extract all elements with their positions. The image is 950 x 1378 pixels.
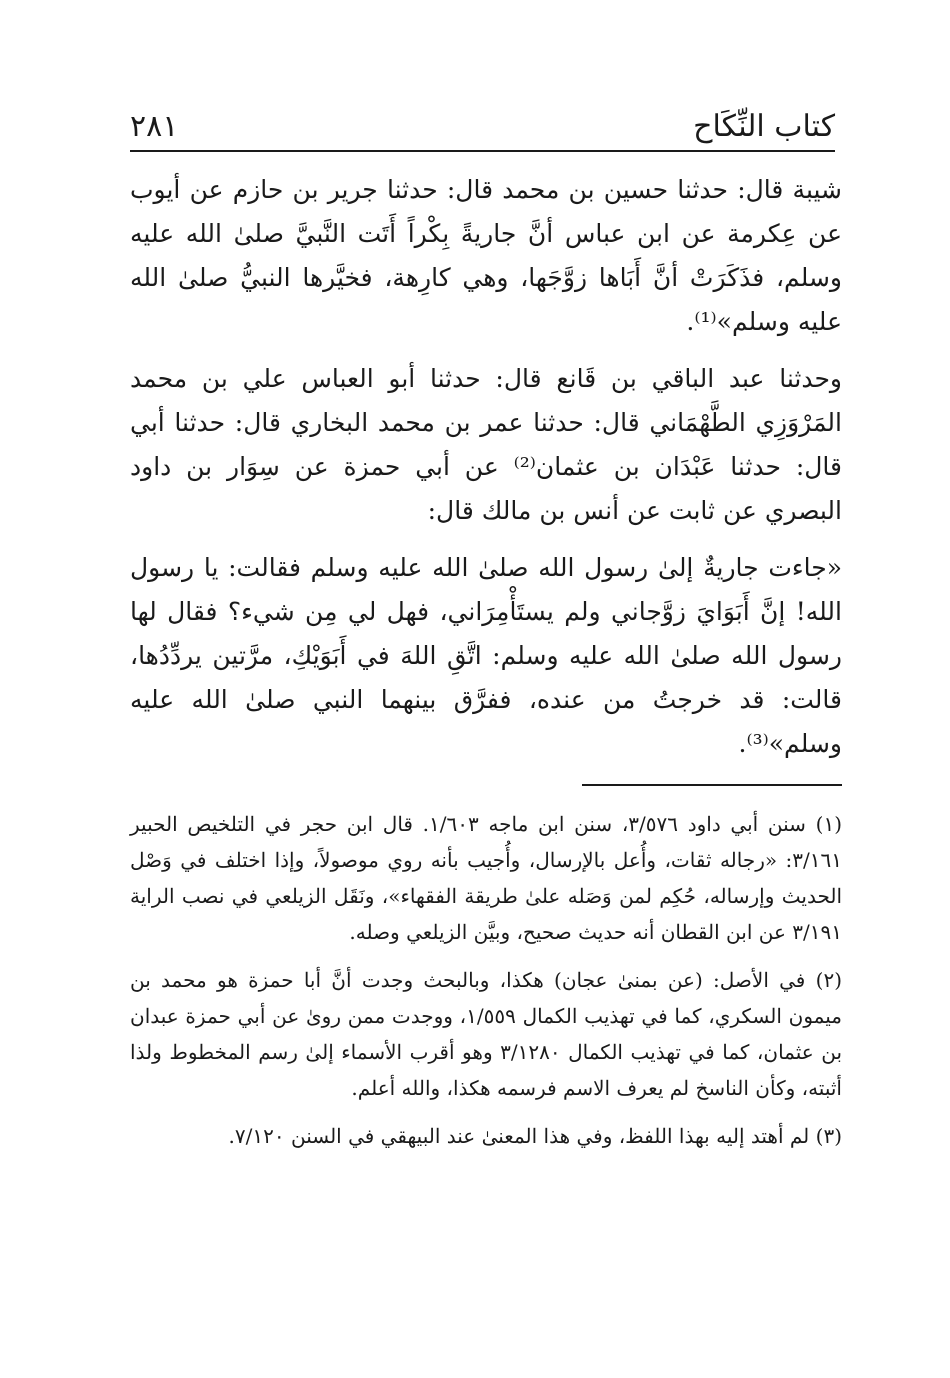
footnote: (٢) في الأصل: (عن بمنىٰ عجان) هكذا، وبالبحث وجدت أنَّ أبا حمزة هو محمد بن ميمون السكري، كما في تهذيب الكمال ١/٥٥٩، ووجدت ممن روىٰ عن أبي حمزة عبدان بن عثمان، كما في تهذيب الكمال ٣/١٢٨٠ وهو أقرب الأسماء إلىٰ رسم المخطوط ولذا أثبته، وكأن الناسخ لم يعرف الاسم فرسمه هكذا، والله أعلم. bbox=[130, 968, 843, 1100]
footnote: (١) سنن أبي داود ٣/٥٧٦، سنن ابن ماجه ١/٦٠٣. قال ابن حجر في التلخيص الحبير ٣/١٦١: «رجاله ثقات، وأُعل بالإرسال، وأُجيب بأنه روي موصولاً، وإذا اختلف في وَصْل الحديث وإرساله، حُكِم لمن وَصَله علىٰ طريقة الفقهاء»، ونَقَل الزيلعي في نصب الراية ٣/١٩١ عن ابن القطان أنه حديث صحيح، وبيَّن الزيلعي وصله. bbox=[130, 812, 842, 944]
paragraph: شيبة قال: حدثنا حسين بن محمد قال: حدثنا جرير بن حازم عن أيوب عن عِكرمة عن ابن عباس أنَّ جاريةً بِكْراً أَتَت النَّبيَّ صلىٰ الله عليه وسلم، فذَكَرَتْ أنَّ أَبَاها زوَّجَها، وهي كارِهة، فخيَّرها النبيُّ صلىٰ الله عليه وسلم»⁽¹⁾. bbox=[130, 175, 842, 336]
footnote: (٣) لم أهتد إليه بهذا اللفظ، وفي هذا المعنىٰ عند البيهقي في السنن ٧/١٢٠. bbox=[228, 1124, 842, 1148]
footnote-separator bbox=[582, 784, 842, 786]
header-rule bbox=[130, 150, 835, 152]
paragraph: «جاءت جاريةٌ إلىٰ رسول الله صلىٰ الله عليه وسلم فقالت: يا رسول الله! إنَّ أَبَوَايَ زوَّجاني ولم يستَأْمِرَاني، فهل لي مِن شيء؟ فقال لها رسول الله صلىٰ الله عليه وسلم: اتَّقِ اللهَ في أَبَوَيْكِ، مرَّتين يردِّدُها، قالت: قد خرجتُ من عنده، ففرَّق بينهما النبي صلىٰ الله عليه وسلم»⁽³⁾. bbox=[130, 553, 842, 758]
paragraph: وحدثنا عبد الباقي بن قَانع قال: حدثنا أبو العباس علي بن محمد المَرْوَزِي الطَّهْمَاني قال: حدثنا عمر بن محمد البخاري قال: حدثنا أبي قال: حدثنا عَبْدَان بن عثمان⁽²⁾ عن أبي حمزة عن سِوَار بن داود البصري عن ثابت عن أنس بن مالك قال: bbox=[130, 364, 843, 525]
footnotes bbox=[130, 806, 842, 1166]
main-text bbox=[130, 168, 842, 779]
running-title: كتاب النِّكَاح bbox=[693, 109, 835, 144]
page-header bbox=[130, 92, 835, 142]
page-number: ٢٨١ bbox=[130, 109, 179, 144]
